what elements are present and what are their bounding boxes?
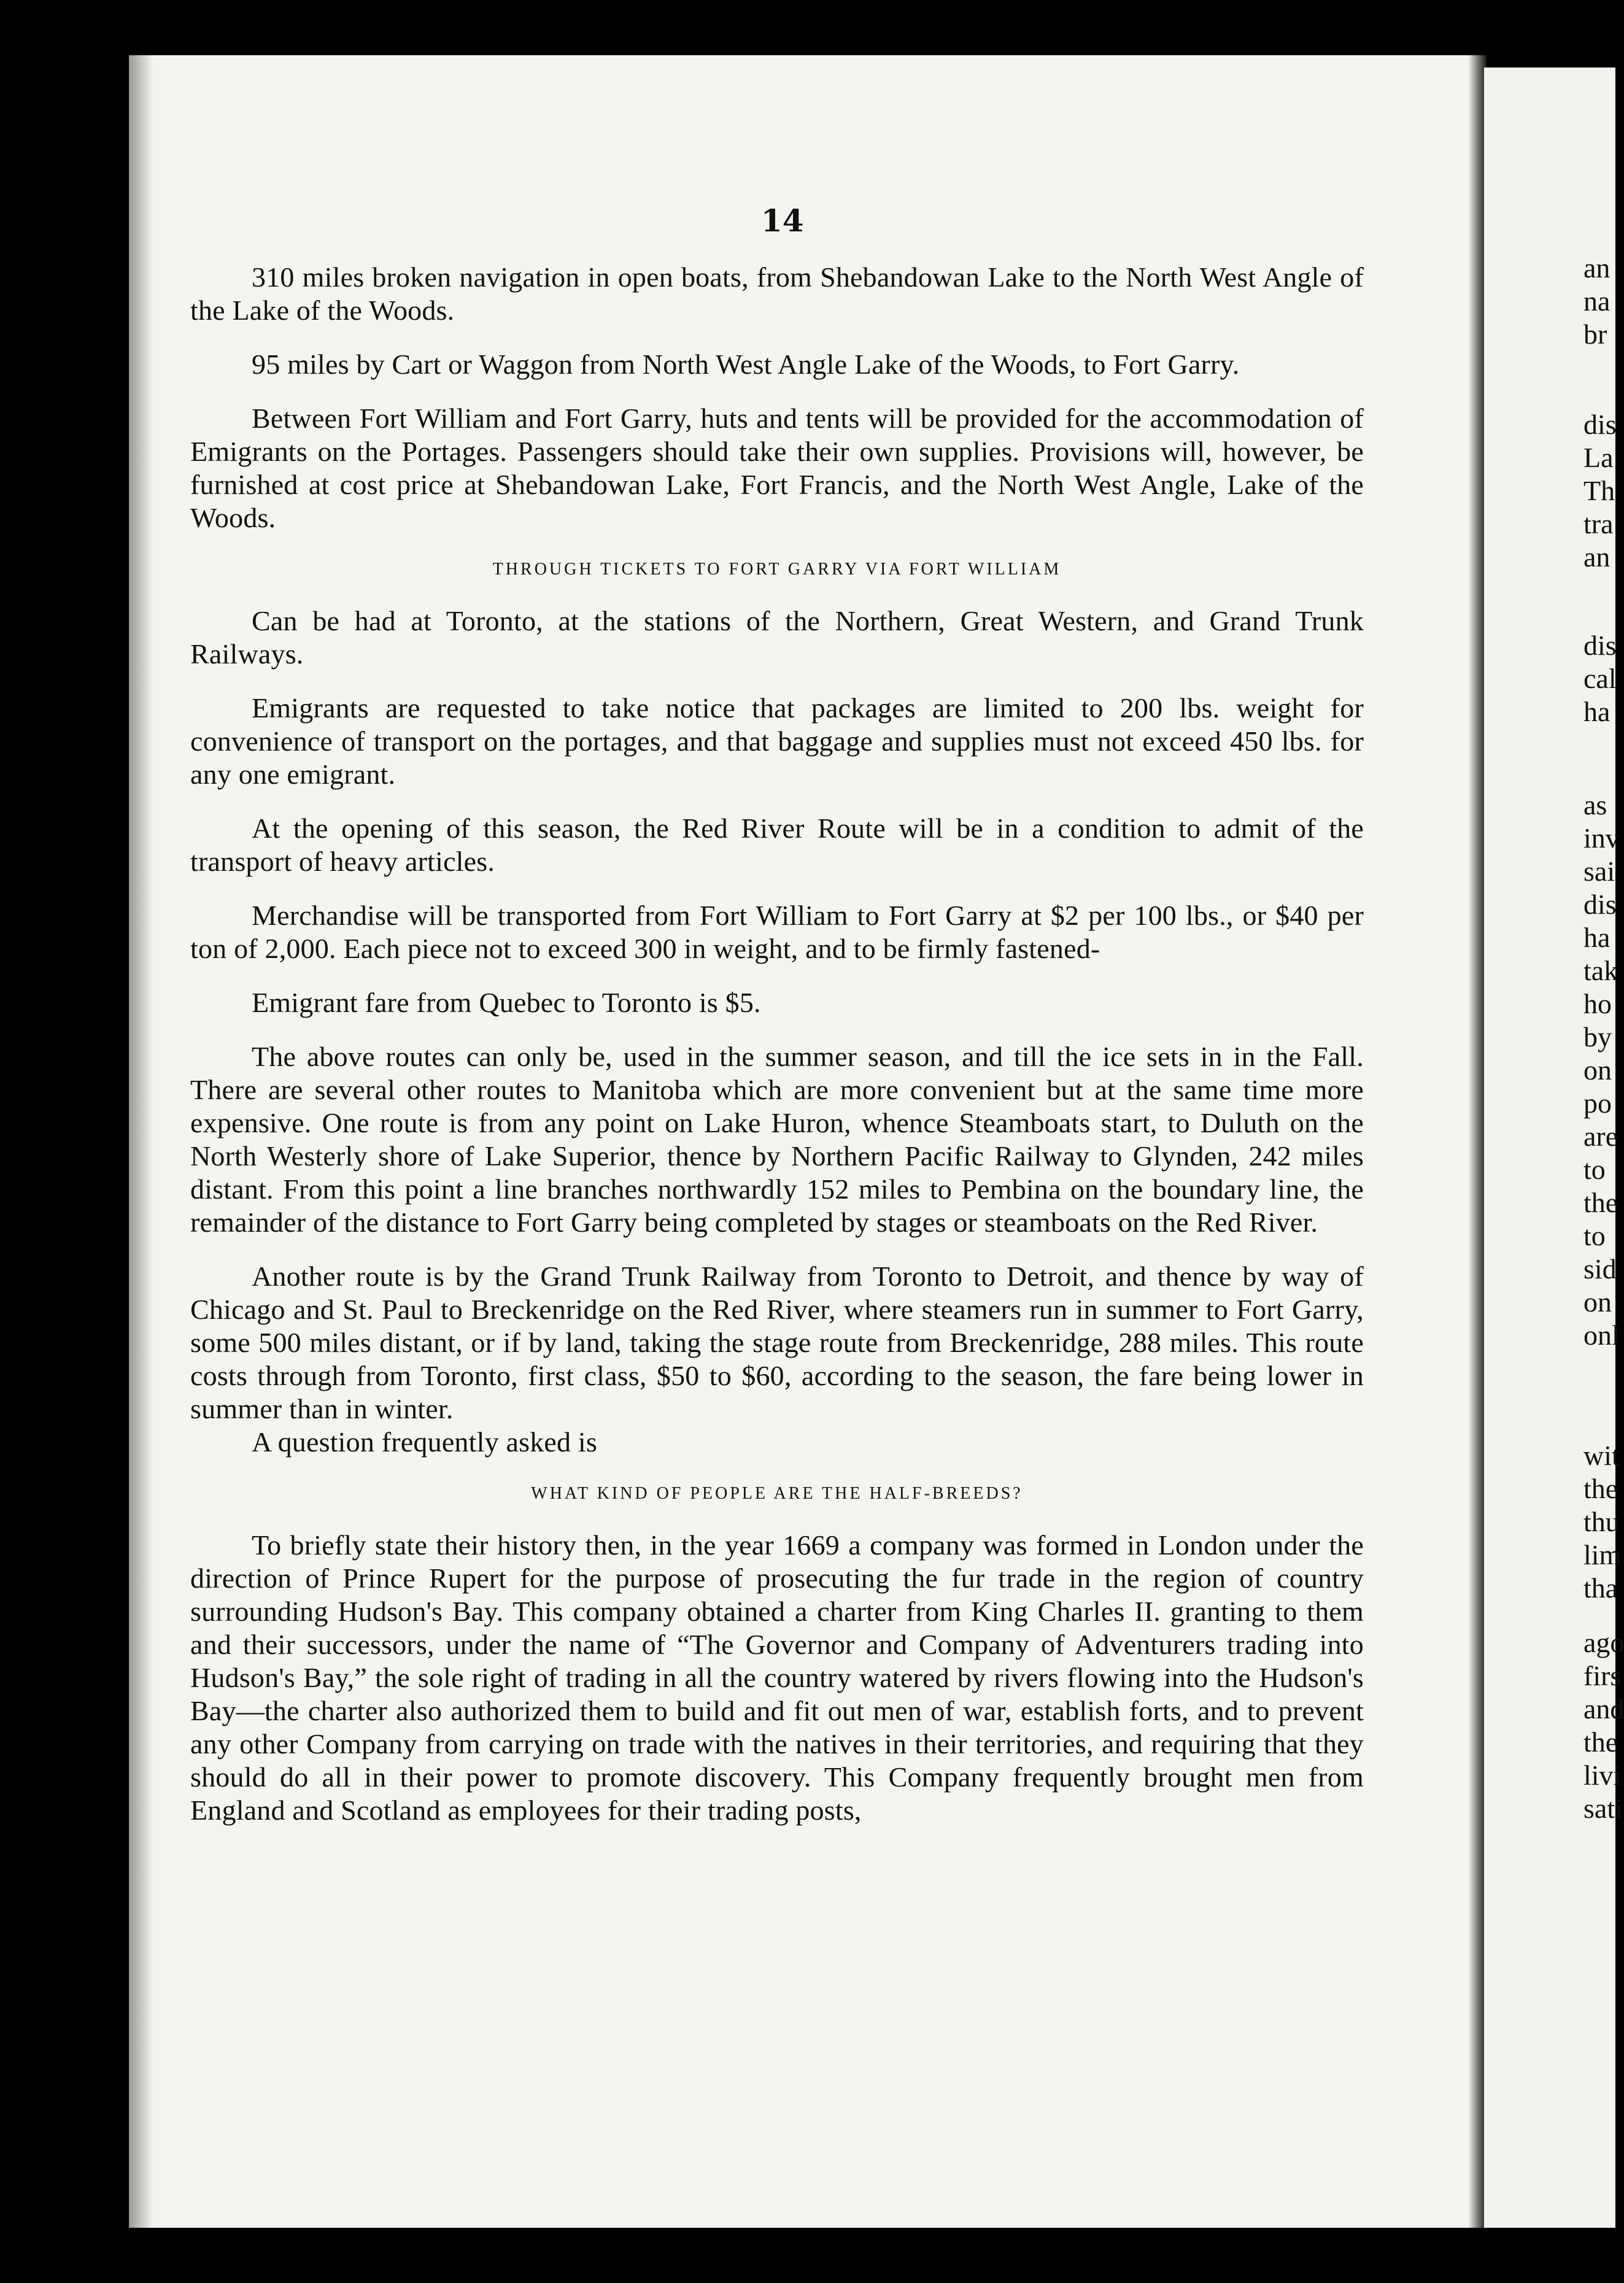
facing-page-text bbox=[1583, 1626, 1624, 1825]
facing-fragment: tra bbox=[1583, 508, 1614, 539]
facing-fragment: an bbox=[1583, 252, 1610, 284]
page-number: 14 bbox=[761, 203, 804, 239]
facing-fragment: the bbox=[1583, 1726, 1618, 1758]
paragraph: The above routes can only be, used in the summer season, and till the ice sets in in the Fall. There are several other routes to Manitoba which are more convenient but at the same time more expensive. One route is from any point on Lake Huron, whence Steamboats start, to Duluth on the North Westerly shore of Lake Superior, thence by Northern Pacific Railway to Glynden, 242 miles distant. From this point a line branches northwardly 152 miles to Pembina on the boundary line, the remainder of the distance to Fort Garry being completed by stages or steamboats on the Red River. bbox=[190, 1041, 1364, 1238]
facing-page-text bbox=[1583, 408, 1620, 574]
paragraph: Emigrant fare from Quebec to Toronto is $5. bbox=[252, 987, 761, 1018]
facing-fragment: Th bbox=[1583, 475, 1615, 506]
facing-fragment: ho bbox=[1583, 988, 1612, 1019]
facing-fragment: La bbox=[1583, 442, 1614, 473]
facing-fragment: on bbox=[1583, 1054, 1612, 1086]
facing-fragment: thu bbox=[1583, 1506, 1620, 1537]
paragraph: 95 miles by Cart or Waggon from North West Angle Lake of the Woods, to Fort Garry. bbox=[252, 349, 1240, 380]
facing-fragment: tak bbox=[1583, 955, 1618, 986]
facing-fragment: br bbox=[1583, 319, 1607, 350]
facing-fragment: by bbox=[1583, 1021, 1612, 1053]
facing-fragment: an bbox=[1583, 541, 1610, 573]
facing-fragment: to bbox=[1583, 1220, 1606, 1251]
facing-fragment: are bbox=[1583, 1121, 1618, 1152]
facing-fragment: tha bbox=[1583, 1572, 1618, 1604]
facing-page-text bbox=[1583, 629, 1620, 728]
facing-fragment: ago bbox=[1583, 1627, 1624, 1658]
section-heading: WHAT KIND OF PEOPLE ARE THE HALF-BREEDS? bbox=[531, 1484, 1023, 1503]
paragraph: At the opening of this season, the Red River Route will be in a condition to admit of the transport of heavy articles. bbox=[190, 813, 1364, 877]
facing-fragment: as bbox=[1583, 789, 1607, 821]
page-body bbox=[190, 261, 1364, 1848]
facing-fragment: sai bbox=[1583, 856, 1615, 887]
facing-fragment: ha bbox=[1583, 696, 1610, 727]
section-heading: THROUGH TICKETS TO FORT GARRY VIA FORT WILLIAM bbox=[492, 560, 1062, 579]
facing-fragment: livi bbox=[1583, 1760, 1622, 1791]
facing-fragment: to bbox=[1583, 1154, 1606, 1185]
paragraph: Can be had at Toronto, at the stations of the Northern, Great Western, and Grand Trunk Railways. bbox=[190, 605, 1364, 670]
paragraph: Another route is by the Grand Trunk Railway from Toronto to Detroit, and thence by way of Chicago and St. Paul to Breckenridge on the Red River, where steamers run in summer to Fort Garry, some 500 miles distant, or if by land, taking the stage route from Breckenridge, 288 miles. This route costs through from Toronto, first class, $50 to $60, according to the season, the fare being lower in summer than in winter. bbox=[190, 1261, 1364, 1424]
facing-fragment: on bbox=[1583, 1286, 1612, 1318]
paragraph: A question frequently asked is bbox=[252, 1426, 598, 1458]
facing-fragment: ha bbox=[1583, 922, 1610, 953]
facing-fragment: lim bbox=[1583, 1539, 1622, 1570]
paragraph: Emigrants are requested to take notice that packages are limited to 200 lbs. weight for convenience of transport on the portages, and that baggage and supplies must not exceed 450 lbs. for any one emigrant. bbox=[190, 692, 1364, 790]
facing-fragment: wit bbox=[1583, 1440, 1620, 1471]
paragraph: Between Fort William and Fort Garry, huts and tents will be provided for the accommodation of Emigrants on the Portages. Passengers should take their own supplies. Provisions will, however, be furnished at cost price at Shebandowan Lake, Fort Francis, and the North West Angle, Lake of the Woods. bbox=[190, 403, 1364, 533]
facing-page-text bbox=[1583, 1439, 1620, 1605]
paragraph: 310 miles broken navigation in open boats, from Shebandowan Lake to the North West Angle of the Lake of the Woods. bbox=[190, 261, 1364, 326]
facing-fragment: the bbox=[1583, 1187, 1618, 1218]
facing-fragment: dis bbox=[1583, 630, 1617, 661]
facing-page-text bbox=[1583, 789, 1620, 1352]
facing-fragment: onl bbox=[1583, 1319, 1620, 1351]
facing-fragment: cal bbox=[1583, 663, 1617, 694]
facing-fragment: po bbox=[1583, 1087, 1612, 1119]
facing-fragment: and bbox=[1583, 1693, 1624, 1725]
paragraph: Merchandise will be transported from Fort William to Fort Garry at $2 per 100 lbs., or $40 per ton of 2,000. Each piece not to exceed 300 in weight, and to be firmly fastened- bbox=[190, 900, 1364, 964]
facing-fragment: firs bbox=[1583, 1660, 1622, 1691]
facing-fragment: the bbox=[1583, 1473, 1618, 1504]
facing-fragment: na bbox=[1583, 285, 1610, 317]
facing-fragment: dis bbox=[1583, 889, 1617, 920]
facing-fragment: inv bbox=[1583, 822, 1620, 854]
facing-fragment: sati bbox=[1583, 1793, 1623, 1824]
facing-fragment: dis bbox=[1583, 409, 1617, 440]
paragraph: To briefly state their history then, in the year 1669 a company was formed in London under the direction of Prince Rupert for the purpose of prosecuting the fur trade in the region of country surrounding Hudson's Bay. This company obtained a charter from King Charles II. granting to them and their successors, under the name of “The Governor and Company of Adventurers trading into Hudson's Bay,” the sole right of trading in all the country watered by rivers flowing into the Hudson's Bay—the charter also authorized them to build and fit out men of war, establish forts, and to prevent any other Company from carrying on trade with the natives in their territories, and requiring that they should do all in their power to promote discovery. This Company frequently brought men from England and Scotland as employees for their trading posts, bbox=[190, 1529, 1364, 1826]
facing-fragment: sid bbox=[1583, 1253, 1617, 1284]
facing-page-text bbox=[1583, 252, 1620, 351]
